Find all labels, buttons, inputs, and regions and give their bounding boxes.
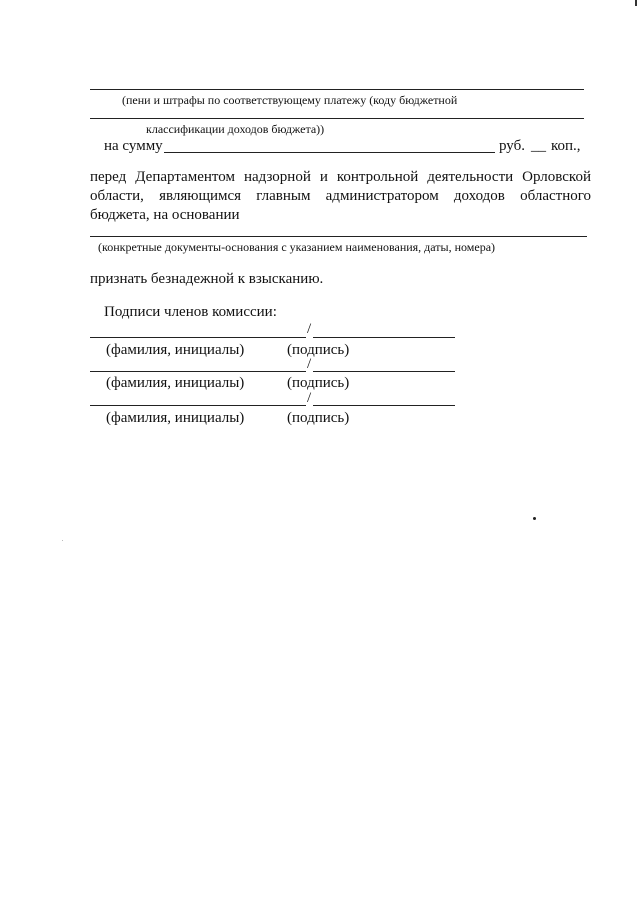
basis-line	[90, 236, 587, 237]
payment-type-line	[90, 89, 584, 90]
kop-blank: __	[531, 138, 546, 154]
scan-speck	[533, 517, 536, 520]
signature-row-3-sign-caption: (подпись)	[287, 410, 350, 426]
paragraph-line-3: бюджета, на основании	[90, 207, 240, 223]
kop-label: коп.,	[551, 138, 581, 154]
payment-type-caption-line2: классификации доходов бюджета))	[146, 122, 325, 136]
signature-row-3-name-line	[90, 405, 306, 406]
signatures-title: Подписи членов комиссии:	[104, 304, 277, 320]
signature-row-2-sign-caption: (подпись)	[287, 375, 350, 391]
budget-code-line	[90, 118, 584, 119]
paragraph-line-2: области, являющимся главным администратором доходов областного	[90, 188, 591, 204]
rub-label: руб.	[499, 138, 525, 154]
scan-faint-speck	[62, 540, 63, 541]
signature-row-2-name-caption: (фамилия, инициалы)	[106, 375, 245, 391]
amount-prefix: на сумму	[104, 138, 163, 154]
amount-field-line	[164, 152, 495, 153]
signature-row-2-slash: /	[307, 356, 312, 372]
signature-row-1-name-caption: (фамилия, инициалы)	[106, 342, 245, 358]
signature-row-1-sign-line	[313, 337, 455, 338]
signature-row-2-sign-line	[313, 371, 455, 372]
signature-row-1-name-line	[90, 337, 306, 338]
paragraph-line-1: перед Департаментом надзорной и контрольной деятельности Орловской	[90, 169, 591, 185]
basis-caption: (конкретные документы-основания с указанием наименования, даты, номера)	[98, 240, 496, 254]
signature-row-2-name-line	[90, 371, 306, 372]
signature-row-1-slash: /	[307, 321, 312, 337]
payment-type-caption-line1: (пени и штрафы по соответствующему платежу (коду бюджетной	[122, 93, 458, 107]
signature-row-3-sign-line	[313, 405, 455, 406]
signature-row-1-sign-caption: (подпись)	[287, 342, 350, 358]
scan-corner-mark	[635, 0, 637, 6]
signature-row-3-slash: /	[307, 390, 312, 406]
conclusion-text: признать безнадежной к взысканию.	[90, 271, 324, 287]
signature-row-3-name-caption: (фамилия, инициалы)	[106, 410, 245, 426]
